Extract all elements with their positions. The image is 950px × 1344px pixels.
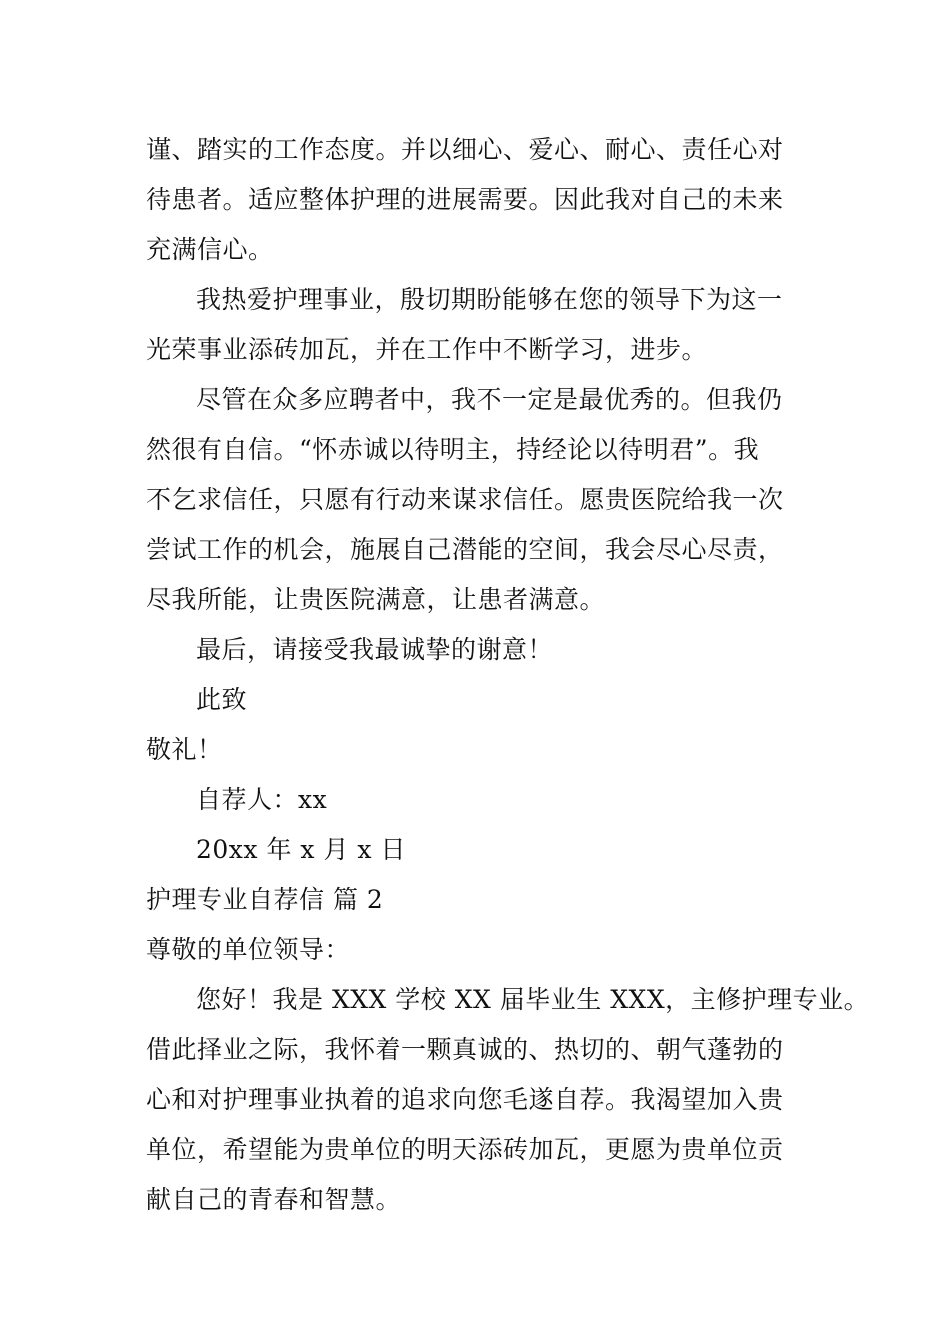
paragraph-line: 光荣事业添砖加瓦，并在工作中不断学习，进步。 bbox=[146, 335, 708, 364]
paragraph-line: 然很有自信。“怀赤诚以待明主，持经论以待明君”。我 bbox=[146, 435, 760, 464]
date-line: 20xx 年 x 月 x 日 bbox=[196, 835, 406, 864]
paragraph-line: 尽管在众多应聘者中，我不一定是最优秀的。但我仍 bbox=[196, 385, 783, 414]
paragraph-line: 单位，希望能为贵单位的明天添砖加瓦，更愿为贵单位贡 bbox=[146, 1135, 784, 1164]
salutation-cizhi: 此致 bbox=[196, 685, 248, 714]
paragraph-line: 您好！我是 XXX 学校 XX 届毕业生 XXX，主修护理专业。 bbox=[196, 985, 870, 1014]
paragraph-line: 充满信心。 bbox=[146, 235, 274, 264]
section-title: 护理专业自荐信 篇 2 bbox=[146, 885, 384, 914]
greeting: 尊敬的单位领导： bbox=[146, 935, 351, 964]
paragraph-line: 不乞求信任，只愿有行动来谋求信任。愿贵医院给我一次 bbox=[146, 485, 784, 514]
paragraph-line: 谨、踏实的工作态度。并以细心、爱心、耐心、责任心对 bbox=[146, 135, 784, 164]
paragraph-line: 献自己的青春和智慧。 bbox=[146, 1185, 402, 1214]
closing-thanks: 最后，请接受我最诚挚的谢意！ bbox=[196, 635, 554, 664]
signature-line: 自荐人：xx bbox=[196, 785, 328, 814]
paragraph-line: 借此择业之际，我怀着一颗真诚的、热切的、朝气蓬勃的 bbox=[146, 1035, 784, 1064]
paragraph-line: 心和对护理事业执着的追求向您毛遂自荐。我渴望加入贵 bbox=[146, 1085, 784, 1114]
paragraph-line: 尝试工作的机会，施展自己潜能的空间，我会尽心尽责， bbox=[146, 535, 784, 564]
paragraph-line: 待患者。适应整体护理的进展需要。因此我对自己的未来 bbox=[146, 185, 784, 214]
paragraph-line: 尽我所能，让贵医院满意，让患者满意。 bbox=[146, 585, 606, 614]
paragraph-line: 我热爱护理事业，殷切期盼能够在您的领导下为这一 bbox=[196, 285, 783, 314]
salutation-jingli: 敬礼！ bbox=[146, 735, 223, 764]
